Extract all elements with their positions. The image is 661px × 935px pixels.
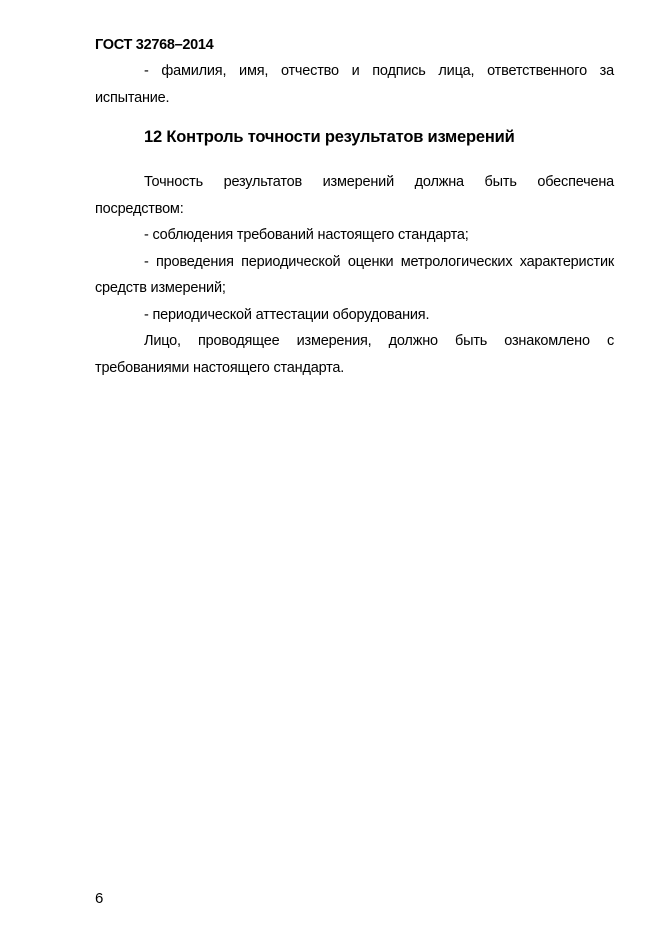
paragraph: Лицо, проводящее измерения, должно быть ознакомлено с требованиями настоящего стандарта.	[95, 333, 614, 376]
page-number: 6	[95, 890, 104, 907]
document-code-header: ГОСТ 32768–2014	[95, 37, 214, 53]
section-body	[95, 169, 614, 381]
paragraph: Точность результатов измерений должна быть обеспечена посредством:	[95, 174, 614, 217]
list-item: - проведения периодической оценки метрологических характеристик средств измерений;	[95, 253, 614, 296]
list-item: - соблюдения требований настоящего стандарта;	[144, 227, 469, 243]
section-heading: 12 Контроль точности результатов измерений	[144, 128, 515, 146]
list-item: - периодической аттестации оборудования.	[144, 306, 430, 323]
list-item: - фамилия, имя, отчество и подпись лица, ответственного за испытание.	[95, 63, 614, 106]
intro-block	[95, 58, 614, 111]
